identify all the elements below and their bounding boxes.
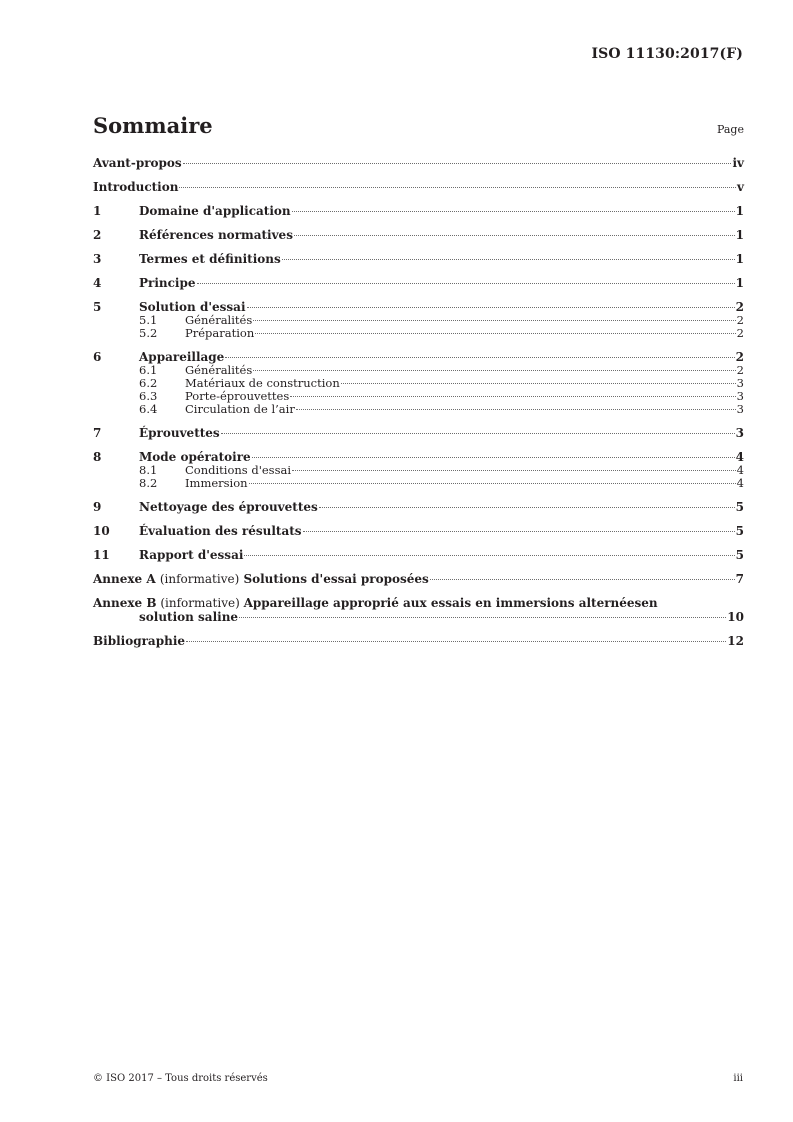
subclause-number: 6.2	[139, 376, 158, 390]
dot-leader	[319, 507, 735, 508]
toc-entry-label: Conditions d'essai	[185, 463, 292, 477]
dot-leader	[179, 187, 736, 188]
clause-number: 1	[93, 204, 102, 218]
toc-entry-page: 3	[736, 389, 744, 403]
toc-entry-clause-11[interactable]	[93, 548, 744, 562]
toc-entry-clause-4[interactable]	[93, 276, 744, 290]
toc-entry-page: 5	[735, 548, 744, 562]
annex-kind: (informative)	[159, 572, 240, 586]
dot-leader	[247, 307, 735, 308]
toc-entry-page: 2	[736, 313, 744, 327]
toc-entry-page: 5	[735, 500, 744, 514]
dot-leader	[183, 163, 732, 164]
toc-entry-label: Éprouvettes	[139, 426, 220, 440]
toc-entry-label: Introduction	[93, 180, 179, 194]
dot-leader	[341, 383, 736, 384]
toc-entry-clause-8[interactable]	[93, 450, 744, 464]
toc-entry-page: 2	[736, 363, 744, 377]
footer-page-number: iii	[733, 1073, 743, 1084]
toc-entry-subclause-5-2[interactable]	[93, 327, 744, 340]
subclause-number: 8.2	[139, 476, 158, 490]
dot-leader	[294, 235, 735, 236]
subclause-number: 6.1	[139, 363, 158, 377]
clause-number: 4	[93, 276, 102, 290]
toc-entry-annex-a[interactable]	[93, 572, 744, 586]
toc-entry-label: Matériaux de construction	[185, 376, 340, 390]
annex-title-line-1: Appareillage approprié aux essais en immersions alternéesen	[243, 596, 658, 610]
page-title: Sommaire	[93, 113, 213, 138]
toc-entry-page: 2	[735, 350, 744, 364]
toc-entry-label: Circulation de l’air	[185, 402, 295, 416]
toc-entry-subclause-8-2[interactable]	[93, 477, 744, 490]
toc-entry-label: Porte-éprouvettes	[185, 389, 290, 403]
annex-kind: (informative)	[160, 596, 240, 610]
toc-entry-label: Termes et définitions	[139, 252, 281, 266]
dot-leader	[253, 320, 735, 321]
toc-entry-page: 2	[736, 326, 744, 340]
toc-entry-page: 12	[727, 634, 744, 648]
toc-entry-subclause-6-4[interactable]	[93, 403, 744, 416]
clause-number: 7	[93, 426, 102, 440]
dot-leader	[292, 211, 735, 212]
toc-entry-label	[93, 572, 429, 586]
annex-title-line-2: solution saline	[139, 610, 239, 624]
dot-leader	[296, 409, 736, 410]
toc-entry-label: Nettoyage des éprouvettes	[139, 500, 318, 514]
toc-entry-page: 4	[736, 476, 744, 490]
footer-copyright: © ISO 2017 – Tous droits réservés	[93, 1073, 268, 1084]
dot-leader	[186, 641, 726, 642]
subclause-number: 5.2	[139, 326, 158, 340]
toc-title-row	[93, 113, 744, 138]
annex-b-line-2	[93, 610, 744, 624]
toc-entry-label: Appareillage	[139, 350, 225, 364]
table-of-contents	[93, 156, 744, 658]
annex-title: Solutions d'essai proposées	[243, 572, 429, 586]
clause-number: 10	[93, 524, 110, 538]
dot-leader	[255, 333, 735, 334]
dot-leader	[253, 370, 735, 371]
clause-number: 2	[93, 228, 102, 242]
dot-leader	[290, 396, 735, 397]
clause-number: 8	[93, 450, 102, 464]
toc-entry-page: iv	[732, 156, 744, 170]
dot-leader	[303, 531, 735, 532]
toc-entry-clause-3[interactable]	[93, 252, 744, 266]
dot-leader	[249, 483, 736, 484]
clause-number: 9	[93, 500, 102, 514]
toc-entry-label: Préparation	[185, 326, 255, 340]
toc-entry-page: v	[737, 180, 744, 194]
clause-number: 6	[93, 350, 102, 364]
toc-entry-page: 1	[735, 252, 744, 266]
toc-entry-label: Domaine d'application	[139, 204, 291, 218]
toc-entry-label: Principe	[139, 276, 196, 290]
dot-leader	[430, 579, 735, 580]
dot-leader	[221, 433, 735, 434]
toc-entry-clause-10[interactable]	[93, 524, 744, 538]
toc-entry-page: 4	[735, 450, 744, 464]
subclause-number: 8.1	[139, 463, 158, 477]
toc-entry-page: 4	[736, 463, 744, 477]
toc-entry-label: Généralités	[185, 363, 253, 377]
dot-leader	[197, 283, 735, 284]
toc-entry-page: 7	[735, 572, 744, 586]
page-column-label: Page	[716, 123, 744, 136]
toc-entry-page: 3	[736, 376, 744, 390]
toc-entry-page: 1	[735, 204, 744, 218]
toc-entry-label: Références normatives	[139, 228, 293, 242]
toc-entry-introduction[interactable]	[93, 180, 744, 194]
subclause-number: 5.1	[139, 313, 158, 327]
toc-entry-clause-1[interactable]	[93, 204, 744, 218]
annex-prefix: Annexe A	[93, 572, 156, 586]
toc-entry-label: Solution d'essai	[139, 300, 246, 314]
toc-entry-page: 10	[727, 610, 744, 624]
toc-entry-page: 1	[735, 228, 744, 242]
clause-number: 5	[93, 300, 102, 314]
toc-entry-clause-6[interactable]	[93, 350, 744, 364]
dot-leader	[244, 555, 734, 556]
toc-entry-avant-propos[interactable]	[93, 156, 744, 170]
dot-leader	[292, 470, 736, 471]
dot-leader	[239, 617, 726, 618]
toc-entry-page: 5	[735, 524, 744, 538]
clause-number: 11	[93, 548, 110, 562]
dot-leader	[252, 457, 735, 458]
toc-entry-page: 3	[735, 426, 744, 440]
toc-entry-label: Immersion	[185, 476, 248, 490]
dot-leader	[225, 357, 734, 358]
toc-entry-clause-7[interactable]	[93, 426, 744, 440]
toc-entry-label: Généralités	[185, 313, 253, 327]
dot-leader	[282, 259, 735, 260]
toc-entry-page: 3	[736, 402, 744, 416]
toc-entry-label: Évaluation des résultats	[139, 524, 302, 538]
document-code: ISO 11130:2017(F)	[591, 46, 743, 62]
subclause-number: 6.4	[139, 402, 158, 416]
toc-entry-label: Bibliographie	[93, 634, 186, 648]
toc-entry-label: Rapport d'essai	[139, 548, 244, 562]
annex-b-line-1	[93, 596, 744, 610]
toc-entry-clause-2[interactable]	[93, 228, 744, 242]
toc-entry-bibliographie[interactable]	[93, 634, 744, 648]
toc-entry-page: 2	[735, 300, 744, 314]
subclause-number: 6.3	[139, 389, 158, 403]
toc-entry-clause-5[interactable]	[93, 300, 744, 314]
toc-entry-label: Avant-propos	[93, 156, 182, 170]
annex-prefix: Annexe B	[93, 596, 157, 610]
toc-entry-annex-b[interactable]	[93, 596, 744, 624]
clause-number: 3	[93, 252, 102, 266]
toc-entry-page: 1	[735, 276, 744, 290]
toc-entry-clause-9[interactable]	[93, 500, 744, 514]
toc-entry-label: Mode opératoire	[139, 450, 251, 464]
